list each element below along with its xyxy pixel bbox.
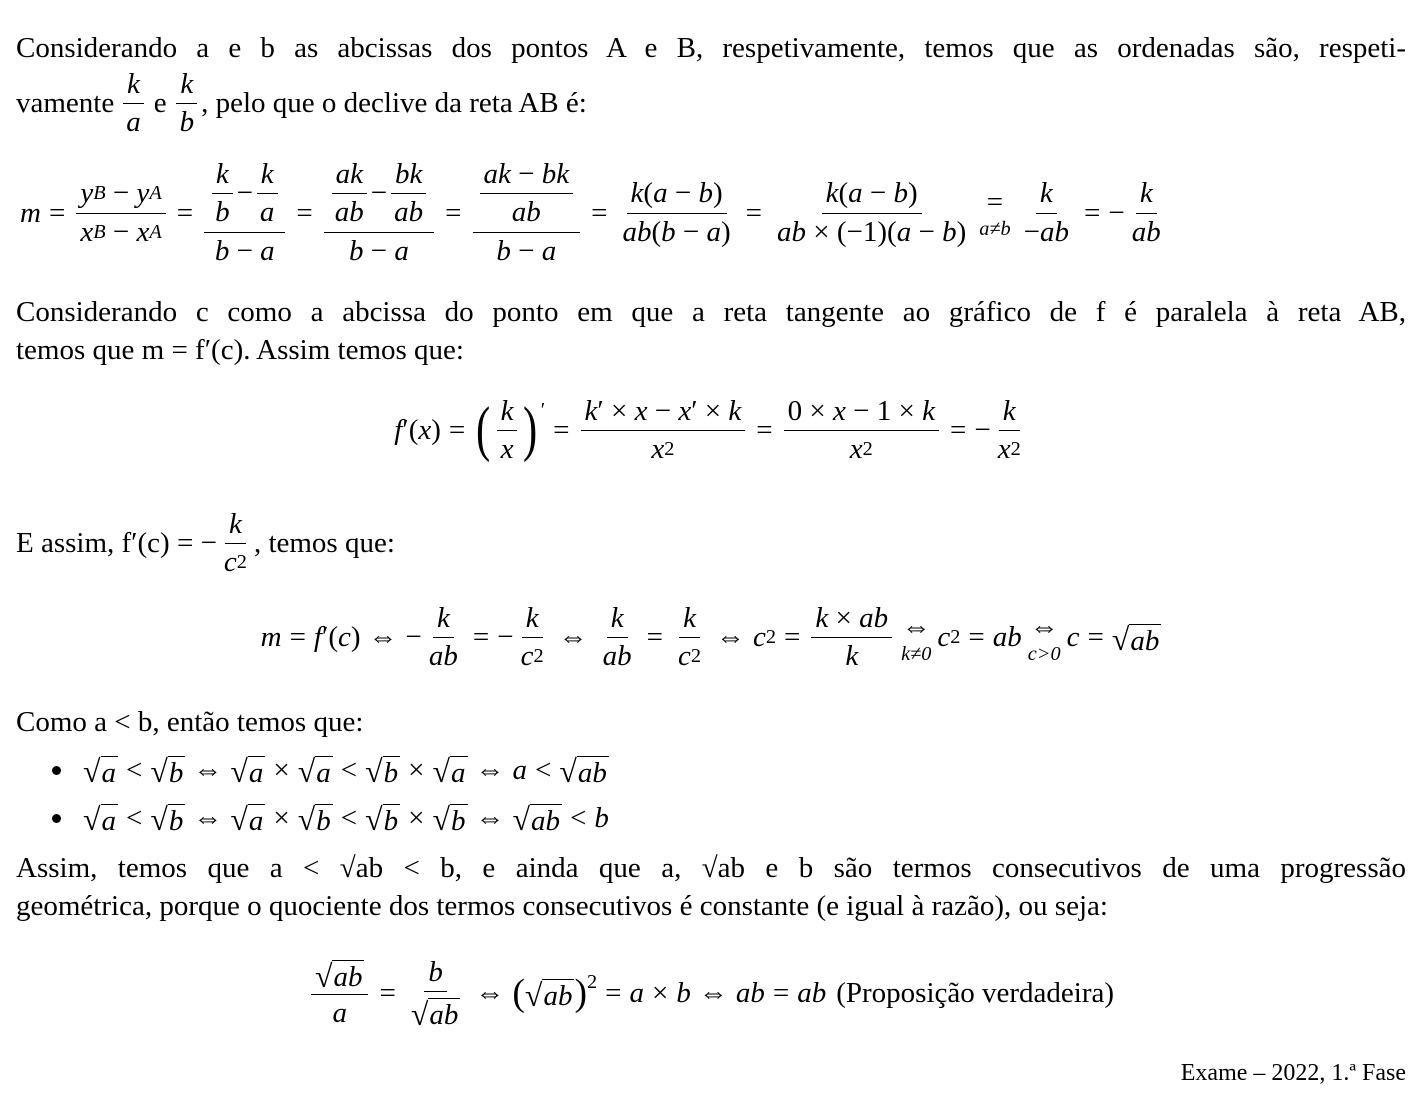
como-line: Como a < b, então temos que: [16, 706, 364, 738]
intro-line-2 [16, 68, 587, 140]
paragraph-tangent-2 [16, 332, 1406, 369]
exam-source: Exame – 2022, 1.ª Fase [1180, 1060, 1406, 1086]
equation-ratio: √ ab a = b √ ab ⇔ ( √ ab ) 2 = a × b ⇔ ab = ab (Proposição verdadeira) [16, 956, 1406, 1031]
fraction-k-over-b: $\frac{k}{b}$ [176, 68, 199, 140]
assim-text-end: , temos que: [253, 527, 395, 560]
true-proposition: (Proposição verdadeira) [836, 976, 1115, 1009]
intro-text-end: , pelo que o declive da reta AB é: [201, 87, 587, 120]
progression-line-2: geométrica, porque o quociente dos termos consecutivos é constante (e igual à razão), ou seja: [16, 890, 1108, 922]
paragraph-assim: E assim, f′(c) = − k c 2 , temos que: [16, 508, 395, 579]
bullet-item-1: √ a < √ b ⇔ √ a × √ a < √ b × √ a ⇔ a < √ ab [52, 746, 609, 794]
paragraph-como [16, 704, 1406, 741]
tangent-line-2: temos que m = f′(c). Assim temos que: [16, 334, 464, 366]
assim-text-start: E assim, f′(c) = − [16, 527, 217, 560]
tangent-line-1: Considerando c como a abcissa do ponto em que a reta tangente ao gráfico de f é paralela à reta AB, [16, 296, 1406, 328]
condition-k-ne-0: k≠0 [901, 643, 932, 666]
equation-solve-c: m = f ′( c ) ⇔ − $\frac{k}{ab}$ = − k c 2 ⇔ $\frac{k}{ab}$ = k c 2 ⇔ c 2 = k × ab k ⇔ k≠0 c 2 = ab ⇔ c>0 c = √ ab [260, 602, 1160, 673]
intro-and: e [153, 87, 167, 120]
intro-line-1: Considerando a e b as abcissas dos pontos A e B, respetivamente, temos que as ordenadas são, respeti- [16, 32, 1406, 64]
progression-line-1: Assim, temos que a < √ab < b, e ainda que a, √ab e b são termos consecutivos de uma progressão [16, 852, 1406, 884]
paragraph-progression-2 [16, 888, 1406, 925]
condition-a-ne-b: a≠b [979, 218, 1011, 241]
bullet-list [52, 746, 609, 842]
intro-text-start: vamente [16, 87, 115, 120]
condition-c-gt-0: c>0 [1027, 643, 1061, 666]
equation-slope: m = y B − y A x B − x A = $\frac{k}{b}$ − $\frac{k}{a}$ b − a = $\frac{ak}{ab}$ − $\frac{bk}{ab}$ b − a = ak − bk ab b − a = k ( a − b ) ab ( b − a ) = k ( a − b ) ab × (−1)( a − b ) = a≠b k − ab = − $\frac{k}{ab}$ [20, 158, 1161, 267]
fraction-k-over-a: $\frac{k}{a}$ [122, 68, 145, 140]
bullet-dot [52, 766, 61, 775]
bullet-item-2: √ a < √ b ⇔ √ a × √ b < √ b × √ b ⇔ √ ab < b [52, 794, 609, 842]
equation-derivative: f ′( x ) = ( $\frac{k}{x}$ ) ′ = k ′ × x − x ′ × k x 2 = 0 × x − 1 × k x 2 = − k x 2 [394, 395, 1021, 466]
bullet-dot [52, 814, 61, 823]
